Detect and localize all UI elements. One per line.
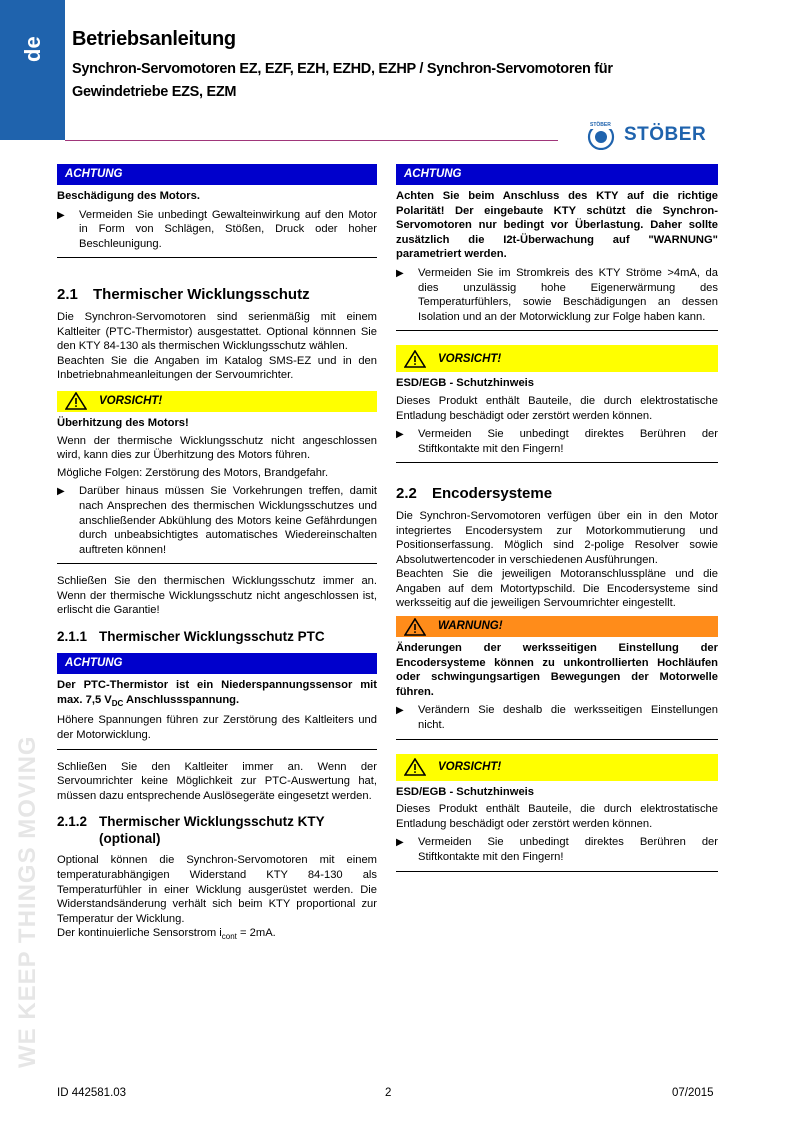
notice-title: Der PTC-Thermistor ist ein Niederspannungssensor mit max. 7,5 $V_{DC}$ Anschlussspannung. (57, 679, 377, 708)
notice-label: ACHTUNG (57, 164, 377, 185)
warning-triangle-icon (404, 758, 426, 776)
notice-end-rule (396, 739, 718, 740)
notice-title: Achten Sie beim Anschluss des KTY auf die richtige Polarität! Der eingebaute KTY schützt die Synchron-Servomotoren nur bedingt vor Überlastung. Daher sollte zusätzlich die I2t-Überwachung auf "WARNUNG" parametriert werden. (396, 190, 718, 261)
logo-brand-text: STÖBER (624, 124, 707, 145)
notice-bullet: ▶ Vermeiden Sie unbedingt direktes Berühren der Stiftkontakte mit den Fingern! (396, 428, 718, 455)
document-subtitle (72, 58, 712, 104)
paragraph: Die Synchron-Servomotoren verfügen über ein in den Motor integriertes Encodersystem zur Motorkommutierung und Positionserfassung. Möglich sind 2-polige Resolver sowie Absolutwertencoder in verschiedenen Ausführungen. (396, 509, 718, 566)
section-heading-2-1-1: 2.1.1 Thermischer Wicklungsschutz PTC (57, 629, 325, 645)
bullet-arrow-icon: ▶ (57, 486, 65, 498)
notice-title: Änderungen der werksseitigen Einstellung der Encodersysteme können zu unkontrollierten Hochläufen oder schwingungsartigen Bewegungen der Motorwelle führen. (396, 642, 718, 698)
bullet-arrow-icon: ▶ (396, 267, 404, 279)
vertical-slogan: WE KEEP THINGS MOVING (14, 735, 41, 1068)
notice-label: VORSICHT! (396, 754, 718, 781)
paragraph: Die Synchron-Servomotoren sind serienmäßig mit einem Kaltleiter (PTC-Thermistor) ausgestattet. Optional könnnen Sie den KTY 84-130 als thermischen Wicklungsschutz wählen. (57, 310, 377, 353)
paragraph: Höhere Spannungen führen zur Zerstörung des Kaltleiters und der Motorwicklung. (57, 714, 377, 742)
left-column (57, 164, 377, 945)
notice-label: WARNUNG! (396, 616, 718, 637)
header-divider (65, 140, 558, 141)
bullet-arrow-icon: ▶ (396, 705, 404, 717)
footer-document-id: ID 442581.03 (57, 1087, 127, 1099)
notice-bullet: ▶ Verändern Sie deshalb die werksseitigen Einstellungen nicht. (396, 704, 718, 732)
notice-end-rule (57, 563, 377, 564)
language-code: de (20, 36, 45, 62)
notice-label: VORSICHT! (57, 391, 377, 412)
bullet-arrow-icon: ▶ (396, 429, 404, 441)
warning-triangle-icon (404, 350, 426, 368)
warning-triangle-icon (65, 392, 87, 410)
subtitle-line-1: Synchron-Servomotoren EZ, EZF, EZH, EZHD, EZHP / Synchron-Servomotoren für (72, 61, 613, 77)
paragraph: Beachten Sie die Angaben im Katalog SMS-EZ und in den Inbetriebnahmeanleitungen der Servoumrichter. (57, 354, 377, 382)
section-heading-2-1: 2.1 Thermischer Wicklungsschutz (57, 286, 310, 304)
notice-end-rule (396, 462, 718, 463)
notice-bullet: ▶ Vermeiden Sie unbedingt Gewalteinwirkung auf den Motor in Form von Schlägen, Stößen, Druck oder hoher Beschleunigung. (57, 208, 377, 250)
notice-label: ACHTUNG (57, 653, 377, 674)
notice-bullet: ▶ Vermeiden Sie im Stromkreis des KTY Ströme >4mA, da dies unzulässig hohe Eigenerwärmung des Temperaturfühlers, sowie Beschädigungen an dessen Isolation und an der Motorwicklung zur Folge haben kann. (396, 266, 718, 323)
notice-title: Beschädigung des Motors. (57, 190, 200, 202)
paragraph: Beachten Sie die jeweiligen Motoranschlusspläne und die Angaben auf dem Motortypschild. Die Encodersysteme sind werksseitig auf die jeweiligen Servoumrichter eingestellt. (396, 568, 718, 610)
paragraph: Dieses Produkt enthält Bauteile, die durch elektrostatische Entladung beschädigt oder zerstört werden können. (396, 394, 718, 422)
notice-achtung-ptc (57, 653, 377, 750)
paragraph: Wenn der thermische Wicklungsschutz nicht angeschlossen wird, kann dies zur Überhitzung des Motors führen. (57, 434, 377, 462)
footer-page-number: 2 (385, 1087, 392, 1099)
footer-date: 07/2015 (672, 1087, 714, 1099)
paragraph: Mögliche Folgen: Zerstörung des Motors, Brandgefahr. (57, 466, 329, 479)
document-title: Betriebsanleitung (72, 28, 236, 50)
notice-bullet: ▶ Vermeiden Sie unbedingt direktes Berühren der Stiftkontakte mit den Fingern! (396, 836, 718, 863)
language-tab (0, 0, 65, 140)
section-heading-2-2: 2.2 Encodersysteme (396, 485, 553, 503)
notice-end-rule (396, 871, 718, 872)
notice-end-rule (396, 330, 718, 331)
paragraph: Der kontinuierliche Sensorstrom $i_{cont} = 2mA$. (57, 927, 276, 942)
notice-end-rule (57, 749, 377, 750)
paragraph: Schließen Sie den thermischen Wicklungsschutz immer an. Wenn der thermische Wicklungsschutz nicht angeschlossen ist, erlischt die Garantie! (57, 575, 377, 617)
warning-triangle-icon (404, 618, 426, 636)
notice-achtung-damage (57, 164, 377, 258)
notice-vorsicht-overheat (57, 391, 377, 564)
paragraph: Dieses Produkt enthält Bauteile, die durch elektrostatische Entladung beschädigt oder zerstört werden können. (396, 803, 718, 830)
notice-vorsicht-esd-2 (396, 754, 718, 872)
paragraph: Optional können die Synchron-Servomotoren mit einem temperaturabhängigen Widerstand KTY 84-130 als Temperaturfühler in einer Wicklung ausgerüstet werden. Die Widerstandsänderung verhält sich beim KTY proportional zur Temperatur der Wicklung. (57, 854, 377, 925)
notice-bullet: ▶ Darüber hinaus müssen Sie Vorkehrungen treffen, damit nach Ansprechen des thermischen Wicklungsschutzes und anschließender Abkühlung des Motors keine Gefährdungen durch unbeabsichtigtes automatisches Wiedereinschalten auftreten können! (57, 485, 377, 556)
notice-end-rule (57, 257, 377, 258)
subtitle-line-2: Gewindetriebe EZS, EZM (72, 84, 237, 100)
notice-title: ESD/EGB - Schutzhinweis (396, 785, 534, 798)
section-heading-2-1-2: 2.1.2 Thermischer Wicklungsschutz KTY (optional) (57, 814, 325, 847)
bullet-arrow-icon: ▶ (57, 209, 65, 221)
notice-vorsicht-esd-1 (396, 345, 718, 463)
notice-label: ACHTUNG (396, 164, 718, 185)
paragraph: Schließen Sie den Kaltleiter immer an. Wenn der Servoumrichter keine Möglichkeit zur PTC-Auswertung hat, müssen dazu entsprechende Auslösegeräte eingesetzt werden. (57, 760, 377, 802)
right-column (396, 164, 718, 872)
notice-achtung-kty (396, 164, 718, 331)
notice-label: VORSICHT! (396, 345, 718, 372)
bullet-arrow-icon: ▶ (396, 837, 404, 849)
notice-title: Überhitzung des Motors! (57, 416, 189, 429)
notice-warnung-encoder (396, 616, 718, 740)
logo-small-text: STÖBER (590, 122, 611, 128)
notice-title: ESD/EGB - Schutzhinweis (396, 377, 534, 390)
